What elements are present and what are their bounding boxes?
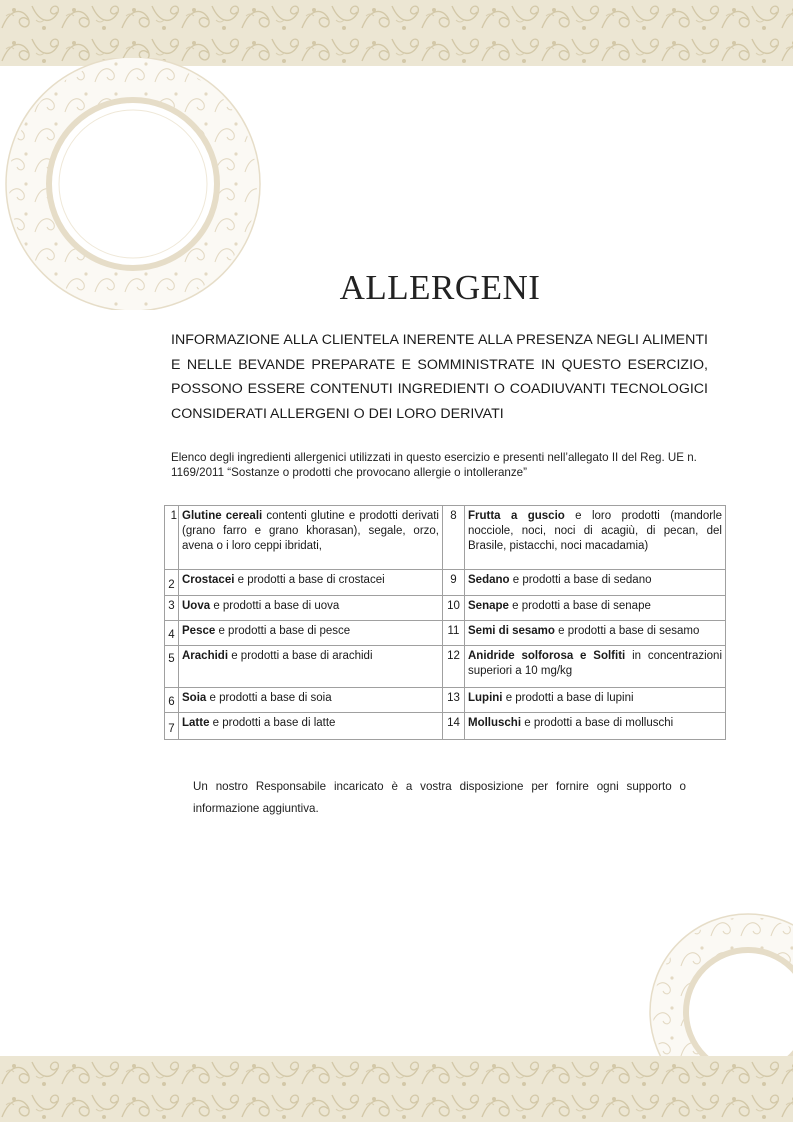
allergen-entry xyxy=(465,713,726,740)
allergen-entry xyxy=(179,506,443,570)
floral-pattern-icon xyxy=(0,1056,793,1122)
allergen-name: Molluschi xyxy=(468,717,522,729)
regulation-note: Elenco degli ingredienti allergenici utilizzati in questo esercizio e presenti nell’allegato II del Reg. UE n. 1169/2011 “Sostanze o prodotti che provocano allergie o intolleranze” xyxy=(171,451,697,479)
allergen-number: 7 xyxy=(165,713,179,740)
plate-ornament-icon xyxy=(648,912,793,1057)
allergen-entry xyxy=(179,646,443,688)
allergen-entry xyxy=(465,506,726,570)
allergen-description: e prodotti a base di soia xyxy=(206,692,332,704)
allergen-entry xyxy=(465,621,726,646)
allergen-name: Latte xyxy=(182,717,210,729)
allergen-number: 11 xyxy=(443,621,465,646)
footer-ornament-band xyxy=(0,1056,793,1122)
allergen-name: Anidride solforosa e Solfiti xyxy=(468,650,626,662)
allergen-number: 10 xyxy=(443,596,465,621)
allergen-entry xyxy=(465,570,726,596)
allergen-entry xyxy=(179,713,443,740)
table-row xyxy=(165,646,726,688)
support-note: Un nostro Responsabile incaricato è a vostra disposizione per fornire ogni supporto o informazione aggiuntiva. xyxy=(193,780,686,815)
allergen-number: 2 xyxy=(165,570,179,596)
allergen-description: e prodotti a base di lupini xyxy=(502,692,634,704)
table-row xyxy=(165,688,726,713)
allergen-number: 3 xyxy=(165,596,179,621)
allergen-number: 14 xyxy=(443,713,465,740)
intro-paragraph: INFORMAZIONE ALLA CLIENTELA INERENTE ALLA PRESENZA NEGLI ALIMENTI E NELLE BEVANDE PREPARATE E SOMMINISTRATE IN QUESTO ESERCIZIO, POSSONO ESSERE CONTENUTI INGREDIENTI O COADIUVANTI TECNOLOGICI CONSIDERATI ALLERGENI O DEI LORO DERIVATI xyxy=(171,332,708,422)
allergen-name: Semi di sesamo xyxy=(468,625,555,637)
table-row xyxy=(165,713,726,740)
table-row xyxy=(165,596,726,621)
allergen-number: 6 xyxy=(165,688,179,713)
allergen-number: 12 xyxy=(443,646,465,688)
allergen-entry xyxy=(465,596,726,621)
allergen-description: e prodotti a base di crostacei xyxy=(234,574,385,586)
allergen-number: 9 xyxy=(443,570,465,596)
allergen-name: Frutta a guscio xyxy=(468,510,565,522)
allergen-name: Sedano xyxy=(468,574,510,586)
allergen-entry xyxy=(179,688,443,713)
allergen-description: in concentrazioni superiori a 10 mg/kg xyxy=(468,650,722,677)
allergen-name: Senape xyxy=(468,600,509,612)
allergen-name: Crostacei xyxy=(182,574,235,586)
page-title: ALLERGENI xyxy=(339,268,541,307)
allergen-name: Glutine cereali xyxy=(182,510,263,522)
allergen-description: e prodotti a base di arachidi xyxy=(228,650,373,662)
allergen-name: Lupini xyxy=(468,692,503,704)
allergen-name: Arachidi xyxy=(182,650,229,662)
allergen-name: Uova xyxy=(182,600,211,612)
allergen-entry xyxy=(465,688,726,713)
allergen-description: e prodotti a base di pesce xyxy=(215,625,351,637)
allergen-name: Soia xyxy=(182,692,207,704)
allergen-number: 13 xyxy=(443,688,465,713)
allergen-entry xyxy=(179,621,443,646)
allergen-description: e prodotti a base di uova xyxy=(210,600,340,612)
allergen-number: 8 xyxy=(443,506,465,570)
table-row xyxy=(165,506,726,570)
allergen-number: 5 xyxy=(165,646,179,688)
allergen-entry xyxy=(179,596,443,621)
allergen-description: e prodotti a base di sedano xyxy=(509,574,652,586)
allergen-entry xyxy=(465,646,726,688)
allergen-number: 1 xyxy=(165,506,179,570)
table-row xyxy=(165,570,726,596)
allergen-description: e loro prodotti (mandorle nocciole, noci, noci di acagiù, di pecan, del Brasile, pistacchi, noci macadamia) xyxy=(468,510,722,552)
allergen-description: e prodotti a base di molluschi xyxy=(521,717,674,729)
floral-pattern-icon xyxy=(0,0,793,66)
allergen-description: e prodotti a base di sesamo xyxy=(554,625,700,637)
allergen-description: e prodotti a base di latte xyxy=(209,717,336,729)
allergen-number: 4 xyxy=(165,621,179,646)
allergen-table xyxy=(164,505,726,740)
allergen-entry xyxy=(179,570,443,596)
table-row xyxy=(165,621,726,646)
allergen-name: Pesce xyxy=(182,625,216,637)
header-ornament-band xyxy=(0,0,793,66)
allergen-description: e prodotti a base di senape xyxy=(508,600,651,612)
allergen-description: contenti glutine e prodotti derivati (grano farro e grano khorasan), segale, orzo, avena o i loro ceppi ibridati, xyxy=(182,510,439,552)
